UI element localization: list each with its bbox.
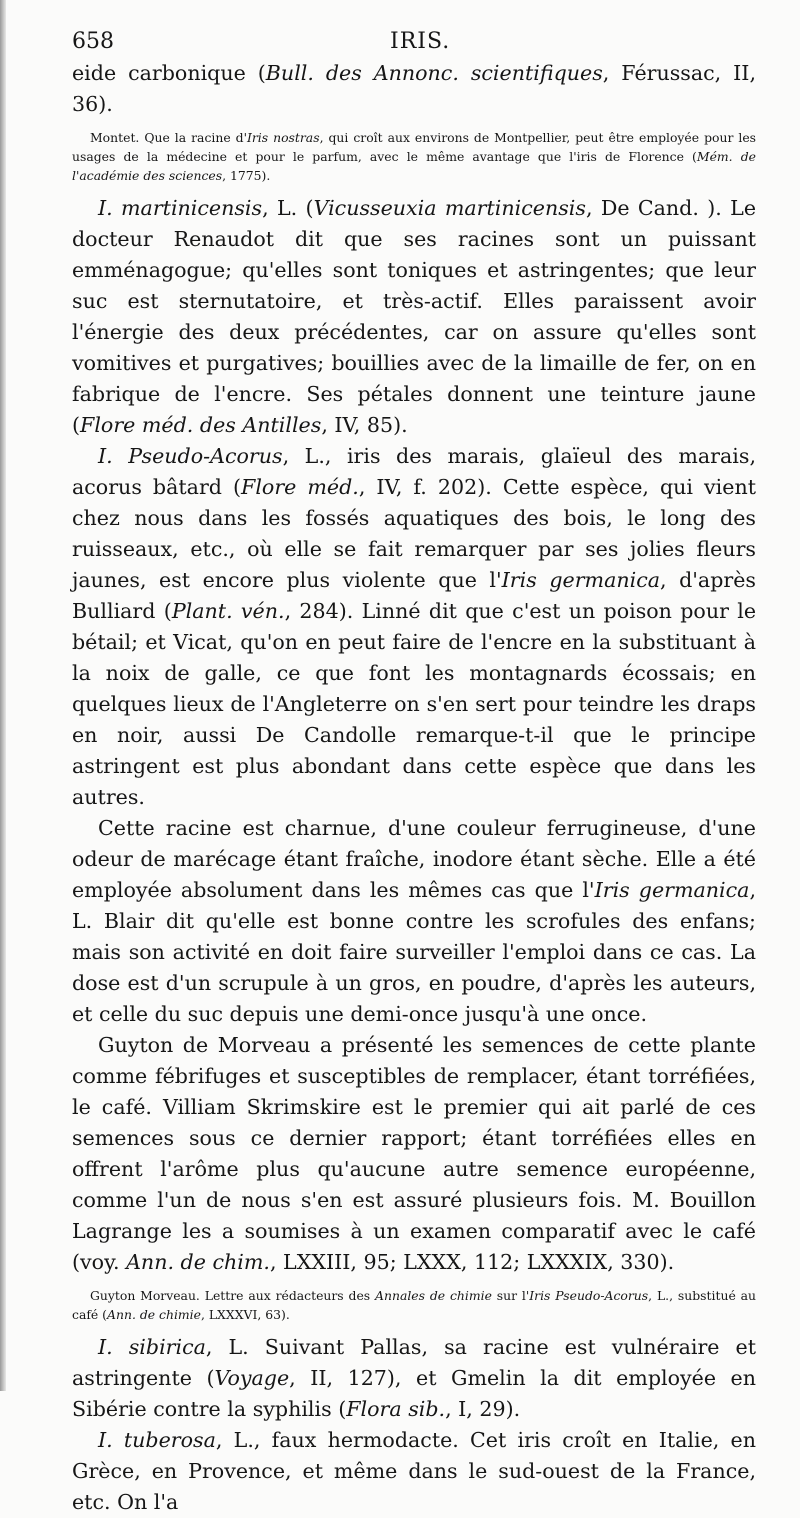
paragraph-guyton: Guyton de Morveau a présenté les semences de cette plante comme fébrifuges et susceptibles de remplacer, étant torréfiées, le café. Villiam Skrimskire est le premier qui ait parlé de ces semences sous ce dernier rapport; étant torréfiées elles en offrent l'arôme plus qu'aucune autre semence européenne, comme l'un de nous s'en est assuré plusieurs fois. M. Bouillon Lagrange les a soumises à un examen comparatif avec le café (voy. Ann. de chim., LXXIII, 95; LXXX, 112; LXXXIX, 330).: [72, 1033, 756, 1274]
page-number: 658: [72, 29, 114, 54]
paragraph-racine: Cette racine est charnue, d'une couleur ferrugineuse, d'une odeur de marécage étant fraîche, inodore étant sèche. Elle a été employée absolument dans les mêmes cas que l'Iris germanica, L. Blair dit qu'elle est bonne contre les scrofules des enfans; mais son activité en doit faire surveiller l'emploi dans ce cas. La dose est d'un scrupule à un gros, en poudre, d'après les auteurs, et celle du suc depuis une demi-once jusqu'à une once.: [72, 816, 756, 1026]
paragraph-pseudo-acorus: I. Pseudo-Acorus, L., iris des marais, glaïeul des marais, acorus bâtard (Flore méd., IV, f. 202). Cette espèce, qui vient chez nous dans les fossés aquatiques des bois, le long des ruisseaux, etc., où elle se fait remarquer par ses jolies fleurs jaunes, est encore plus violente que l'Iris germanica, d'après Bulliard (Plant. vén., 284). Linné dit que c'est un poison pour le bétail; et Vicat, qu'on en peut faire de l'encre en la substituant à la noix de galle, ce que font les montagnards écossais; en quelques lieux de l'Angleterre on s'en sert pour teindre les draps en noir, aussi De Candolle remarque-t-il que le principe astringent est plus abondant dans cette espèce que dans les autres.: [72, 444, 757, 809]
running-title: IRIS.: [390, 29, 451, 54]
footnote-guyton: Guyton Morveau. Lettre aux rédacteurs des Annales de chimie sur l'Iris Pseudo-Acorus, L., substitué au café (Ann. de chimie, LXXXVI, 63).: [72, 1288, 757, 1322]
paragraph-martinicensis: I. martinicensis, L. (Vicusseuxia martinicensis, De Cand. ). Le docteur Renaudot dit que ses racines sont un puissant emménagogue; qu'elles sont toniques et astringentes; que leur suc est sternutatoire, et très-actif. Elles paraissent avoir l'énergie des deux précédentes, car on assure qu'elles sont vomitives et purgatives; bouillies avec de la limaille de fer, on en fabrique de l'encre. Ses pétales donnent une teinture jaune (Flore méd. des Antilles, IV, 85).: [72, 196, 757, 437]
paragraph-tuberosa: I. tuberosa, L., faux hermodacte. Cet iris croît en Italie, en Grèce, en Provence, et même dans le sud-ouest de la France, etc. On l'a: [72, 1428, 756, 1514]
paragraph-sibirica: I. sibirica, L. Suivant Pallas, sa racine est vulnéraire et astringente (Voyage, II, 127), et Gmelin la dit employée en Sibérie contre la syphilis (Flora sib., I, 29).: [72, 1335, 756, 1421]
paragraph-continuation: eide carbonique (Bull. des Annonc. scientifiques, Férussac, II, 36).: [72, 61, 756, 116]
page-edge-shadow: [0, 0, 6, 1391]
running-header: [72, 28, 756, 56]
footnote-montet: Montet. Que la racine d'Iris nostras, qui croît aux environs de Montpellier, peut être employée pour les usages de la médecine et pour le parfum, avec le même avantage que l'iris de Florence (Mém. de l'académie des sciences, 1775).: [72, 130, 757, 183]
